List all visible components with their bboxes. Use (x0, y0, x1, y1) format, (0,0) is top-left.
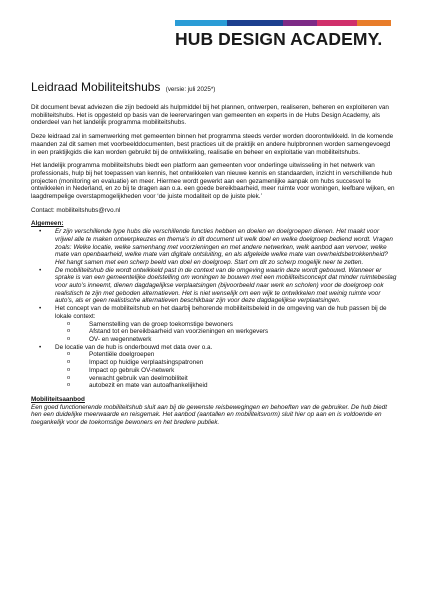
general-bullet-4 (31, 344, 397, 390)
bullet-4-sublist (55, 351, 397, 390)
intro-paragraph-2: Deze leidraad zal in samenwerking met gemeenten binnen het programma steeds verder worden doorontwikkeld. In de komende maanden zal dit samen met voorbeelddocumenten, best practices uit de praktijk en andere hulpbronnen worden samengevoegd in een praktijkgids die kan worden gebruikt bij de ontwikkeling, realisatie en beheer en exploitatie van mobiliteitshubs. (31, 133, 394, 156)
version-note: (versie: juli 2025*) (165, 86, 216, 93)
bullet-3-sublist (55, 321, 397, 344)
general-bullet-3 (31, 305, 397, 344)
logo-bar-4 (317, 20, 357, 26)
section-heading-offer: Mobiliteitsaanbod (31, 395, 85, 403)
sub-item: o verwacht gebruik van deelmobiliteit (55, 375, 397, 383)
logo-bar-2 (227, 20, 283, 26)
sub-item: o Potentiële doelgroepen (55, 351, 397, 359)
sub-item: o autobezit en mate van autoafhankelijkheid (55, 382, 397, 390)
logo-bar-3 (283, 20, 317, 26)
offer-paragraph: Een goed functionerende mobiliteitshub sluit aan bij de gewenste reisbewegingen en behoeften van de gebruiker. De hub biedt hen een duidelijke meerwaarde en reisgemak. Het aanbod (aantallen en mobiliteitsvorm) sluit hier op aan en is voldoende en toegankelijk voor de toekomstige bewoners en het bredere publiek. (31, 403, 387, 427)
bullet-3-text: Het concept van de mobiliteitshub en het daarbij behorende mobiliteitsbeleid in de omgeving van de hub passen bij de lokale context: (55, 305, 387, 320)
sub-item: o Afstand tot en bereikbaarheid van voorzieningen en werkgevers (55, 328, 397, 336)
title-text: Leidraad Mobiliteitshubs (31, 80, 161, 94)
section-heading-general: Algemeen: (31, 220, 64, 228)
sub-item: o OV- en wegennetwerk (55, 336, 397, 344)
general-bullet-1: • Er zijn verschillende type hubs die verschillende functies hebben en doelen en doelgroepen dienen. Het maakt voor vrijwel alle te maken ontwerpkeuzes en thema’s in dit document uit welk doel en welke doelgroep bediend wordt. Vragen zoals: Welke locatie, welke samenhang met voorzieningen en met andere netwerken, welk aanbod aan vervoer, welke mate van openbaarheid, welke mate van digitale ontsluiting, en als afgeleide welke mate van overheidsbetrokkenheid? Het hangt samen met een scherp beeld van doel en doelgroep. Start om dit zo scherp mogelijk neer te zetten. (31, 228, 397, 267)
logo-bar-5 (357, 20, 391, 26)
contact-line: Contact: mobiliteitshubs@rvo.nl (31, 206, 121, 214)
brand-logo (160, 20, 400, 70)
sub-item: o Impact op gebruik OV-netwerk (55, 367, 397, 375)
document-body (31, 80, 397, 427)
intro-paragraph-1: Dit document bevat adviezen die zijn bedoeld als hulpmiddel bij het plannen, ontwerpen, realiseren, beheren en exploiteren van mobiliteitshubs. Het is opgesteld op basis van de leerervaringen van gemeenten en experts in de Hubs Design Academy, als onderdeel van het landelijk programma mobiliteitshubs. (31, 104, 389, 127)
general-list (31, 228, 397, 390)
general-bullet-2: • De mobiliteitshub die wordt ontwikkeld past in de context van de omgeving waarin deze wordt gebouwd. Wanneer er sprake is van een gemeentelijke doelstelling om woningen te bouwen met een mobiliteitsconcept dat minder ruimtebeslag voor auto’s inneemt, dienen dagdagelijkse verplaatsingen (bijvoorbeeld naar werk en scholen) voor de doelgroep ook realistisch te zijn met geboden alternatieven. Het is niet wenselijk om een wijk te ontwikkelen met weinig ruimte voor auto’s, als er geen realistische alternatieven beschikbaar zijn voor deze dagdagelijkse verplaatsingen. (31, 267, 397, 306)
sub-item: o Impact op huidige verplaatsingspatronen (55, 359, 397, 367)
document-title (31, 80, 397, 97)
logo-bar-1 (175, 20, 227, 26)
logo-text: HUB DESIGN ACADEMY. (175, 29, 383, 49)
sub-item: o Samenstelling van de groep toekomstige bewoners (55, 321, 397, 329)
bullet-4-text: De locatie van de hub is onderbouwd met data over o.a. (55, 343, 213, 351)
intro-paragraph-3: Het landelijk programma mobiliteitshubs biedt een platform aan gemeenten voor onderlinge uitwisseling in het netwerk van professionals, hulp bij het toepassen van kennis, het ontwikkelen van nieuwe kennis en standaarden, inzicht in verschillende hub projecten (monitoring en evaluatie) en meer. Hiermee wordt gewerkt aan een gezamenlijke aanpak om hubs succesvol te ontwikkelen in Nederland, en zo bij te dragen aan o.a. een goede bereikbaarheid, meer ruimte voor woningen, leefbare wijken, en laagdrempelige overstapmogelijkheden voor ‘de juiste modaliteit op de juiste plek.’ (31, 162, 395, 201)
